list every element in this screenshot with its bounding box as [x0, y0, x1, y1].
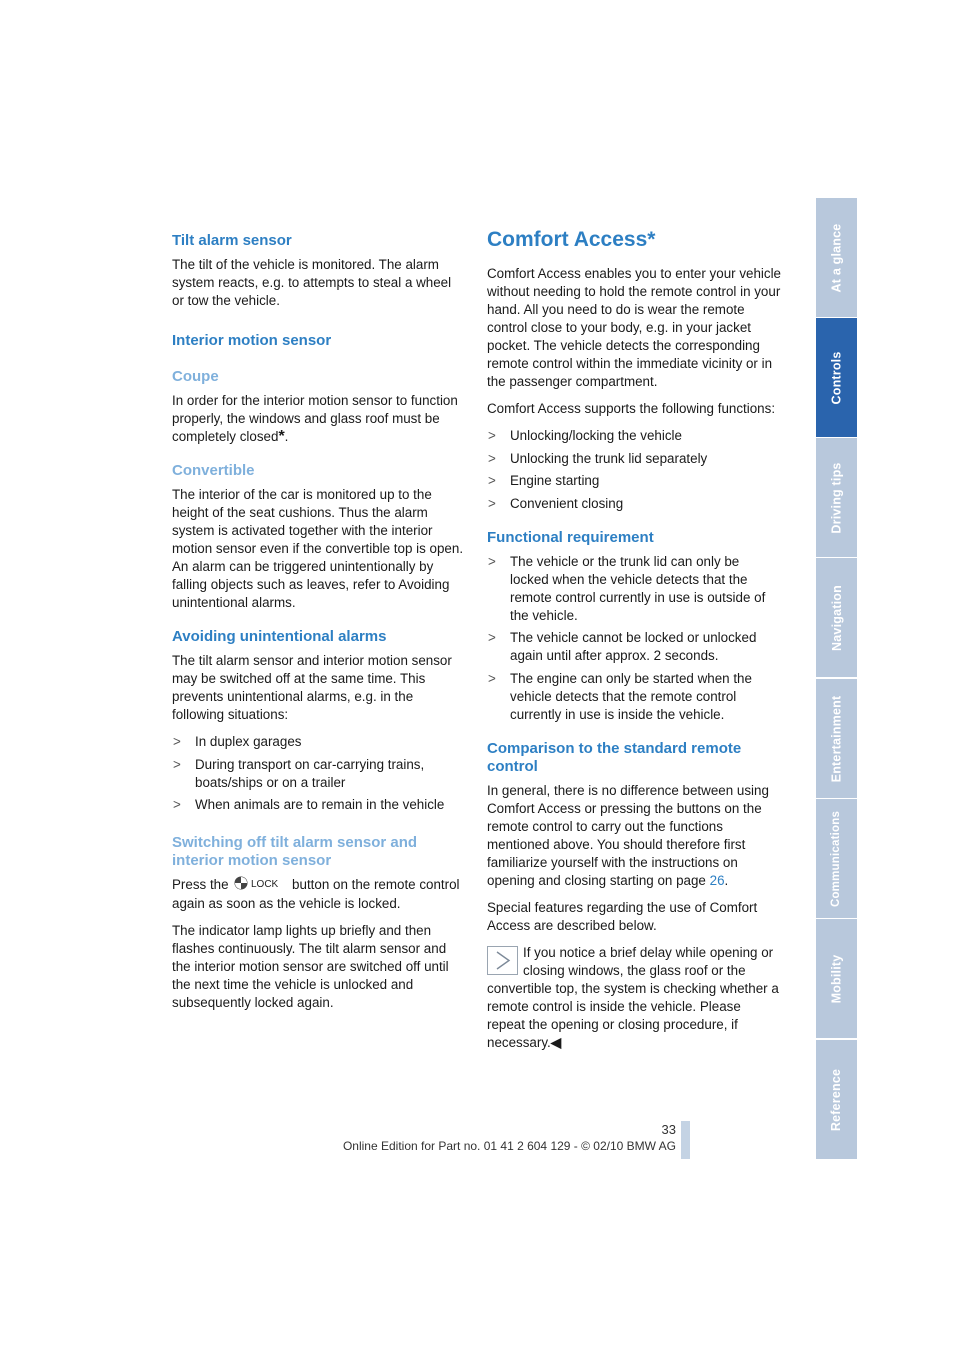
indicator-text: The indicator lamp lights up briefly and then flashes continuously. The tilt alarm sensor and the interior motion sensor are switched off until the next time the vehicle is unlocked and subsequently locked again. [172, 923, 449, 1010]
bullet-marker: > [488, 495, 496, 511]
lock-button-icon [234, 876, 286, 895]
bullet-marker: > [488, 428, 496, 443]
note-paragraph [487, 944, 781, 1052]
lock-label: LOCK [251, 879, 279, 890]
tilt-text: The tilt of the vehicle is monitored. The alarm system reacts, e.g. to attempts to steal a wheel or tow the vehicle. [172, 257, 452, 308]
bullet-marker: > [488, 670, 496, 686]
switch-paragraph: Press the LOCK button on the remote control again as soon as the vehicle is locked. [172, 877, 460, 911]
list-item: > Convenient closing [488, 495, 624, 511]
tab-mobility[interactable]: Mobility [816, 919, 857, 1038]
avoid-text: The tilt alarm sensor and interior motion sensor may be switched off at the same time. This prevents unintentional alarms, e.g. in the following situations: [172, 653, 452, 722]
avoid-heading: Avoiding unintentional alarms [172, 628, 387, 645]
list-item: > The engine can only be started when the vehicle detects that the remote control currently in use is inside the vehicle. [488, 670, 752, 722]
list-item: > Engine starting [488, 473, 600, 488]
functional-list [487, 553, 781, 724]
page-link[interactable]: 26 [709, 872, 725, 888]
list-item: > During transport on car-carrying trains, boats/ships or on a trailer [173, 756, 425, 790]
tab-communications[interactable]: Communications [816, 799, 857, 918]
bullet-marker: > [488, 450, 496, 466]
comparison-paragraph: In general, there is no difference between using Comfort Access or pressing the buttons on the remote control to carry out the functions mentioned above. You should therefore first familiarize yourself with the instructions on opening and closing starting on page 26. [487, 782, 769, 888]
comfort-text: Comfort Access enables you to enter your vehicle without needing to hold the remote control in your hand. All you need to do is wear the remote control close to your body, e.g. in your jacket pocket. The vehicle detects the corresponding remote control within the immediate vicinity or in the passenger compartment. [487, 266, 781, 389]
tilt-heading: Tilt alarm sensor [172, 232, 292, 249]
tab-at-a-glance[interactable]: At a glance [816, 198, 857, 317]
bullet-marker: > [488, 630, 496, 645]
coupe-paragraph: In order for the interior motion sensor to function properly, the windows and glass roof must be completely closed*. [172, 393, 458, 445]
convertible-heading: Convertible [172, 462, 255, 479]
page-number: 33 [661, 1122, 676, 1137]
tab-driving-tips[interactable]: Driving tips [816, 438, 857, 557]
list-item: > The vehicle or the trunk lid can only be locked when the vehicle detects that the remote control currently in use is outside of the vehicle. [488, 553, 766, 623]
convertible-text: The interior of the car is monitored up to the height of the seat cushions. Thus the alarm system is activated together with the interior motion sensor even if the convertible top is open. An alarm can be triggered unintentionally by falling objects such as leaves, refer to Avoiding unintentional alarms. [172, 487, 464, 610]
note-arrow-icon [487, 946, 518, 975]
end-marker: ◀ [550, 1034, 562, 1050]
tab-navigation[interactable]: Navigation [816, 558, 857, 677]
supports-list [487, 427, 781, 513]
bullet-marker: > [173, 734, 181, 749]
section-tabs [816, 198, 857, 1160]
tab-entertainment[interactable]: Entertainment [816, 679, 857, 798]
option-star: * [278, 428, 285, 445]
special-text: Special features regarding the use of Comfort Access are described below. [487, 899, 758, 933]
coupe-text: In order for the interior motion sensor to function properly, the windows and glass roof must be completely closed [172, 393, 458, 444]
tab-reference[interactable]: Reference [816, 1040, 857, 1159]
tab-controls[interactable]: Controls [816, 318, 857, 437]
footer-bar [681, 1121, 690, 1159]
left-column [172, 226, 464, 1021]
bullet-marker: > [173, 797, 181, 812]
interior-heading: Interior motion sensor [172, 332, 332, 349]
bullet-marker: > [488, 553, 496, 569]
avoid-list [172, 733, 464, 814]
bullet-marker: > [488, 473, 496, 488]
list-item: > In duplex garages [173, 734, 302, 749]
right-column [487, 226, 781, 1061]
bullet-marker: > [173, 756, 181, 772]
comfort-heading: Comfort Access* [487, 228, 656, 251]
list-item: > When animals are to remain in the vehicle [173, 797, 445, 812]
list-item: > Unlocking the trunk lid separately [488, 450, 708, 466]
note-first-line: If you notice a brief delay while opening or closing windows, the glass roof or the [523, 944, 774, 978]
supports-text: Comfort Access supports the following functions: [487, 401, 776, 416]
note-rest: convertible top, the system is checking whether a remote control is inside the vehicle. Please repeat the opening or closing procedure, if necessary. [487, 980, 779, 1050]
comparison-heading: Comparison to the standard remote control [487, 739, 742, 775]
list-item: > Unlocking/locking the vehicle [488, 428, 682, 443]
functional-heading: Functional requirement [487, 528, 654, 546]
list-item: > The vehicle cannot be locked or unlocked again until after approx. 2 seconds. [488, 630, 757, 663]
switch-heading: Switching off tilt alarm sensor and interior motion sensor [172, 834, 418, 869]
edition-text: Online Edition for Part no. 01 41 2 604 129 - © 02/10 BMW AG [342, 1139, 676, 1153]
coupe-heading: Coupe [172, 368, 219, 385]
